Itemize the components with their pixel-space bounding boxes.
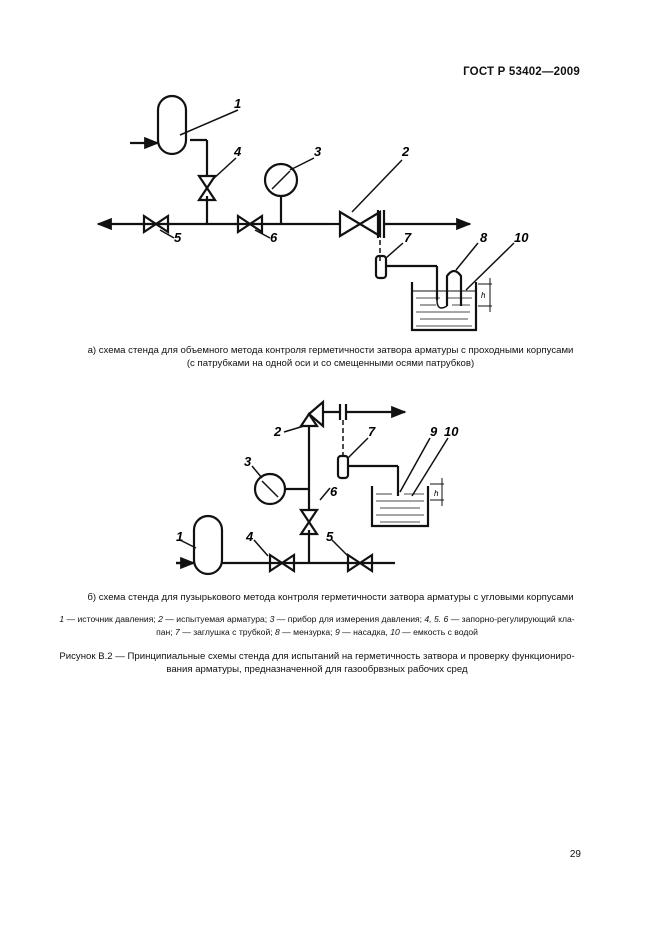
label-b-5: 5 — [326, 529, 334, 544]
legend-item-8-text: — мензурка; — [279, 627, 335, 637]
legend-item-1-num: 1 — [59, 614, 65, 624]
water-hatching-b — [376, 494, 424, 522]
plug-7-b-icon — [338, 456, 348, 478]
figure-caption-line1: Рисунок В.2 — Принципиальные схемы стенда для испытаний на герметичность затвора и проверку функциониро- — [59, 651, 575, 662]
vessel-1-b-icon — [194, 516, 222, 574]
legend-item-10-num: 10 — [390, 627, 400, 637]
figure-a-caption-line1: а) схема стенда для объемного метода контроля герметичности затвора арматуры с проходными корпусами — [87, 345, 574, 356]
label-a-8: 8 — [480, 230, 488, 245]
label-b-9: 9 — [430, 424, 438, 439]
legend-item-2-text: — испытуемая арматура; — [162, 614, 270, 624]
label-b-7: 7 — [368, 424, 376, 439]
label-b-4: 4 — [246, 529, 254, 544]
label-a-10: 10 — [514, 230, 529, 245]
vessel-1-icon — [158, 96, 186, 154]
label-a-2: 2 — [402, 144, 410, 159]
legend-item-456-cont: пан; — [156, 627, 176, 637]
tested-valve-2-b-icon — [301, 402, 323, 426]
standard-header: ГОСТ Р 53402—2009 — [463, 66, 580, 78]
cylinder-8-icon — [447, 271, 461, 306]
legend-item-3-text: — прибор для измерения давления; — [274, 614, 425, 624]
legend-item-2-num: 2 — [158, 614, 163, 624]
page-number: 29 — [569, 849, 581, 860]
label-b-2: 2 — [274, 424, 282, 439]
legend-item-8-num: 8 — [275, 627, 280, 637]
label-b-h: h — [434, 489, 439, 498]
tested-valve-2-icon — [340, 210, 384, 238]
legend-line2 — [47, 626, 587, 639]
water-hatching-a — [416, 298, 472, 326]
label-a-3: 3 — [314, 144, 322, 159]
figure-b-diagram — [176, 402, 448, 574]
legend-item-7-text: — заглушка с трубкой; — [179, 627, 276, 637]
legend-line1 — [47, 613, 587, 626]
legend-item-1-text: — источник давления; — [64, 614, 159, 624]
label-b-10: 10 — [444, 424, 459, 439]
legend-item-7-num: 7 — [175, 627, 180, 637]
legend-item-3-num: 3 — [269, 614, 275, 624]
figure-b-caption: б) схема стенда для пузырькового метода контроля герметичности затвора арматуры с угловыми корпусами — [87, 592, 574, 603]
legend-item-456-text: — запорно-регулирующий кла- — [448, 614, 575, 624]
label-a-7: 7 — [404, 230, 412, 245]
label-a-4: 4 — [234, 144, 242, 159]
label-a-6: 6 — [270, 230, 278, 245]
label-b-1: 1 — [176, 529, 184, 544]
label-b-3: 3 — [244, 454, 252, 469]
label-a-1: 1 — [234, 96, 242, 111]
legend-item-9-text: — насадка, — [339, 627, 391, 637]
legend-item-10-text: — емкость с водой — [399, 627, 478, 637]
label-a-h: h — [481, 291, 486, 300]
label-a-5: 5 — [174, 230, 182, 245]
figure-a-caption-line2: (с патрубками на одной оси и со смещенными осями патрубков) — [186, 358, 475, 369]
figure-caption-line2: вания арматуры, предназначенной для газообрвзных рабочих сред — [166, 664, 468, 675]
legend-item-9-num: 9 — [334, 627, 340, 637]
legend-item-456-num: 4, 5. 6 — [424, 614, 449, 624]
plug-7-icon — [376, 256, 386, 278]
label-b-6: 6 — [330, 484, 338, 499]
figure-a-diagram — [98, 96, 514, 330]
